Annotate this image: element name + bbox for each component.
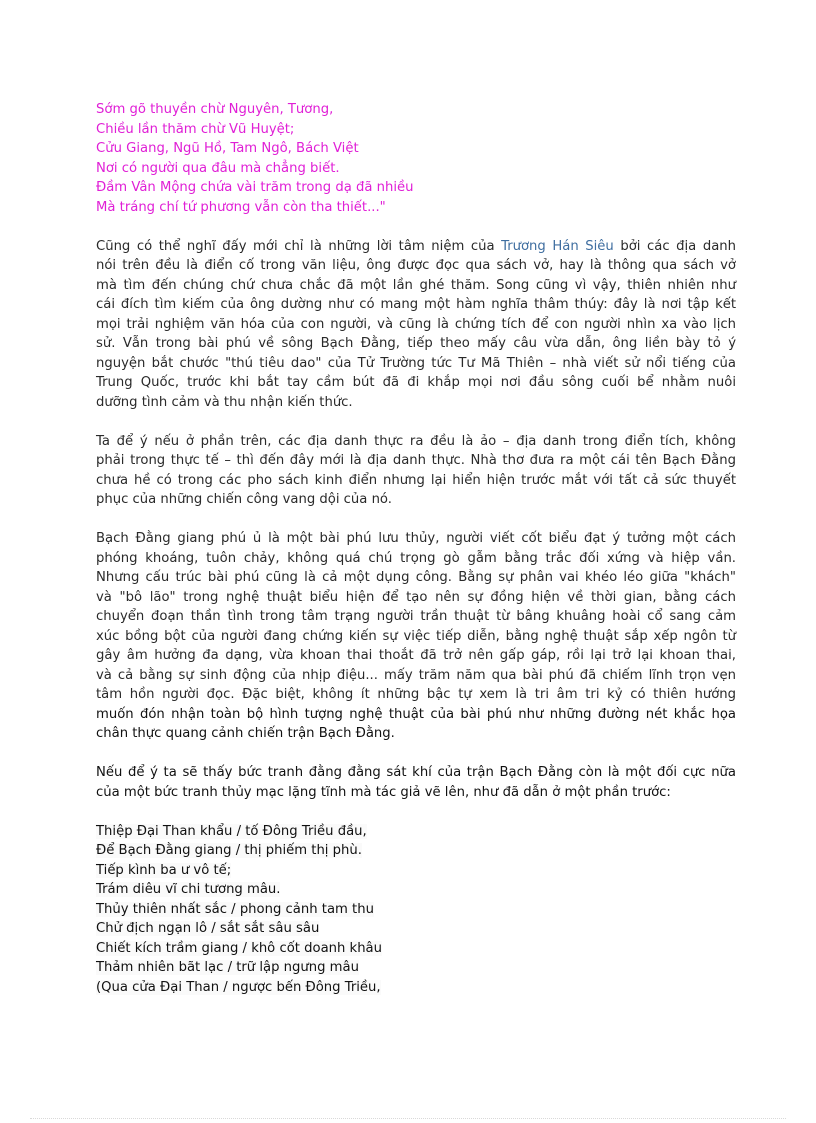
paragraph-line: mà tìm đến chúng chứ chưa chắc đã một lần ghé thăm. Song cũng vì vậy, thiên nhiên như <box>96 277 736 293</box>
paragraph-line: sử. Vẫn trong bài phú về sông Bạch Đằng, tiếp theo mấy câu vừa dẫn, ông liền bày tỏ ý <box>96 336 736 351</box>
verse-line: Thủy thiên nhất sắc / phong cảnh tam thu <box>96 901 374 917</box>
paragraph-line <box>96 237 736 257</box>
verse-line: Thiệp Đại Than khẩu / tố Đông Triều đầu, <box>96 823 367 839</box>
paragraph-line: nguyện bắt chước "thú tiêu dao" của Tử Trường tức Tư Mã Thiên – nhà viết sử nổi tiếng của <box>96 355 736 371</box>
paragraph-line: dưỡng tình cảm và thu nhận kiến thức. <box>96 394 353 410</box>
paragraph-line: Bạch Đằng giang phú ủ là một bài phú lưu thủy, người viết cốt biểu đạt ý tưởng một cách <box>96 531 736 546</box>
paragraph-3 <box>96 529 736 744</box>
poem-intro <box>96 100 736 217</box>
page-bottom-rule <box>30 1118 786 1119</box>
paragraph-line: chưa hề có trong các pho sách kinh điển nhưng lại hiển hiện trước mắt với tất cả sức thuyết <box>96 472 736 488</box>
paragraph-line: cái đích tìm kiếm của ông dường như có mang một hàm nghĩa thâm thúy: đây là nơi tập kết <box>96 297 736 312</box>
verse-block <box>96 822 736 998</box>
paragraph-line: tâm hồn người đọc. Đặc biệt, không ít những bậc tự xem là tri âm tri kỷ có thiên hướng <box>96 687 736 702</box>
paragraph-line: chân thực quang cảnh chiến trận Bạch Đằng. <box>96 726 395 741</box>
paragraph-line: xúc bồng bột của người đang chứng kiến sự việc tiếp diễn, bằng nghệ thuật sắp xếp ngôn từ <box>96 628 736 644</box>
poem-line: Cửu Giang, Ngũ Hồ, Tam Ngô, Bách Việt <box>96 141 359 156</box>
verse-line: Để Bạch Đằng giang / thị phiếm thị phù. <box>96 843 362 858</box>
paragraph-4 <box>96 763 736 802</box>
poem-line: Nơi có người qua đâu mà chẳng biết. <box>96 160 340 176</box>
poem-line: Sớm gõ thuyền chừ Nguyên, Tương, <box>96 102 334 117</box>
paragraph-line: phục của những chiến công vang dội của nó. <box>96 492 392 507</box>
document-page <box>96 100 736 997</box>
poem-line: Chiều lần thăm chừ Vũ Huyệt; <box>96 121 295 137</box>
paragraph-line: Nếu để ý ta sẽ thấy bức tranh đằng đằng sát khí của trận Bạch Đằng còn là một đối cực nữa <box>96 765 736 780</box>
text-run: bởi các địa danh <box>613 238 736 254</box>
paragraph-line: và "bô lão" trong nghệ thuật biểu hiện để tạo nên sự đồng hiện về thời gian, bằng cách <box>96 589 736 605</box>
verse-line: Chiết kích trầm giang / khô cốt doanh khâu <box>96 940 382 956</box>
paragraph-line: gây âm hưởng đa dạng, vừa khoan thai thoắt đã trở nên gấp gáp, rồi lại trở lại khoan thai, <box>96 648 736 663</box>
paragraph-line: Trung Quốc, trước khi bắt tay cầm bút đã đi khắp mọi nơi đầu sông cuối bể nhằm nuôi <box>96 375 736 390</box>
paragraph-line: của một bức tranh thủy mạc lặng tĩnh mà tác giả vẽ lên, như đã dẫn ở một phần trước: <box>96 784 671 800</box>
text-run: Cũng có thể nghĩ đấy mới chỉ là những lời tâm niệm của <box>96 238 502 254</box>
paragraph-line: Ta để ý nếu ở phần trên, các địa danh thực ra đều là ảo – địa danh trong điển tích, không <box>96 433 736 449</box>
poem-line: Mà tráng chí tứ phương vẫn còn tha thiết..." <box>96 199 386 215</box>
poem-line: Đầm Vân Mộng chứa vài trăm trong dạ đã nhiều <box>96 180 414 195</box>
paragraph-line: muốn đón nhận toàn bộ hình tượng nghệ thuật của bài phú như những đường nét khắc họa <box>96 706 736 722</box>
verse-line: (Qua cửa Đại Than / ngược bến Đông Triều, <box>96 979 381 995</box>
paragraph-1 <box>96 237 736 413</box>
paragraph-line: mọi trải nghiệm văn hóa của con người, và cũng là chứng tích để con người nhìn xa vào lịch <box>96 316 736 332</box>
paragraph-line: chuyển đoạn thần tình trong tâm trạng người trần thuật từ bâng khuâng hoài cổ sang cảm <box>96 609 736 624</box>
paragraph-line: phải trong thực tế – thì đến đây mới là địa danh thực. Nhà thơ đưa ra một cái tên Bạch Đằng <box>96 453 736 468</box>
verse-line: Tiếp kình ba ư vô tế; <box>96 862 232 878</box>
paragraph-line: phóng khoáng, tuôn chảy, không quá chú trọng gò gẫm bằng trắc đối xứng và hiệp vần. <box>96 550 736 566</box>
paragraph-line: và cả bằng sự sinh động của nhịp điệu... mấy trăm năm qua bài phú đã chiếm lĩnh trọn vẹn <box>96 667 736 683</box>
paragraph-line: Nhưng cấu trúc bài phú cũng là cả một dụng công. Bằng sự phân vai khéo léo giữa "khách" <box>96 570 736 585</box>
verse-line: Thảm nhiên bãt lạc / trữ lập ngưng mâu <box>96 960 359 975</box>
author-link[interactable]: Trương Hán Siêu <box>501 238 614 254</box>
verse-line: Trám diêu vĩ chi tương mâu. <box>96 882 281 897</box>
paragraph-line: nói trên đều là điển cố trong văn liệu, ông được đọc qua sách vở, hay là thông qua sách vở <box>96 258 736 273</box>
verse-line: Chử địch ngạn lô / sắt sắt sâu sâu <box>96 921 320 936</box>
paragraph-2 <box>96 432 736 510</box>
